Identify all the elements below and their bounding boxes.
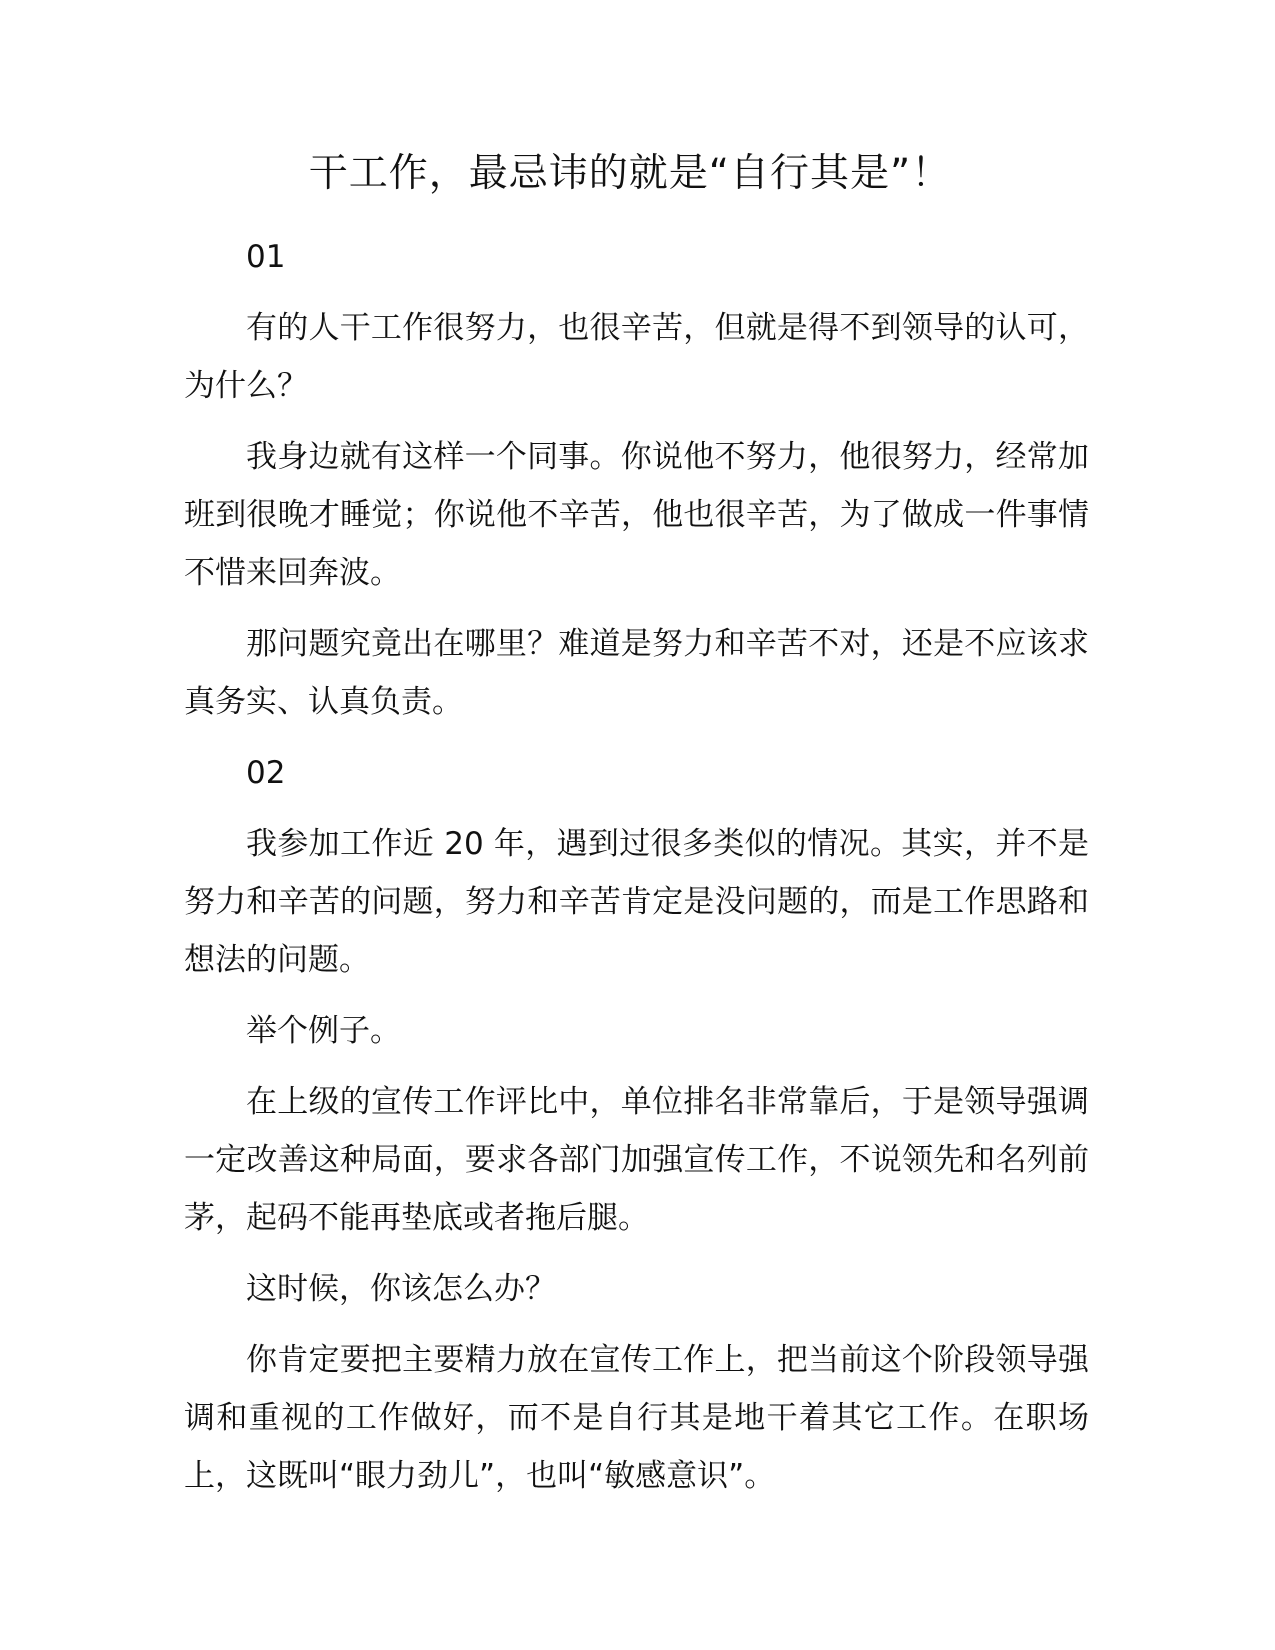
document-body <box>184 228 1089 1518</box>
paragraph: 我身边就有这样一个同事。你说他不努力，他很努力，经常加班到很晚才睡觉；你说他不辛苦，他也很辛苦，为了做成一件事情不惜来回奔波。 <box>184 439 1089 591</box>
paragraph: 有的人干工作很努力，也很辛苦，但就是得不到领导的认可，为什么？ <box>184 310 1089 404</box>
document-title: 干工作，最忌讳的就是“自行其是”！ <box>308 151 952 196</box>
paragraph: 这时候，你该怎么办？ <box>246 1271 556 1307</box>
paragraph: 那问题究竟出在哪里？难道是努力和辛苦不对，还是不应该求真务实、认真负责。 <box>184 626 1089 720</box>
section-number: 01 <box>246 239 286 275</box>
paragraph: 我参加工作近 20 年，遇到过很多类似的情况。其实，并不是努力和辛苦的问题，努力和辛苦肯定是没问题的，而是工作思路和想法的问题。 <box>184 826 1089 978</box>
paragraph: 在上级的宣传工作评比中，单位排名非常靠后，于是领导强调一定改善这种局面，要求各部门加强宣传工作，不说领先和名列前茅，起码不能再垫底或者拖后腿。 <box>184 1084 1089 1236</box>
paragraph: 你肯定要把主要精力放在宣传工作上，把当前这个阶段领导强调和重视的工作做好，而不是自行其是地干着其它工作。在职场上，这既叫“眼力劲儿”，也叫“敏感意识”。 <box>184 1342 1089 1494</box>
paragraph: 举个例子。 <box>246 1013 401 1049</box>
section-number: 02 <box>246 755 286 791</box>
